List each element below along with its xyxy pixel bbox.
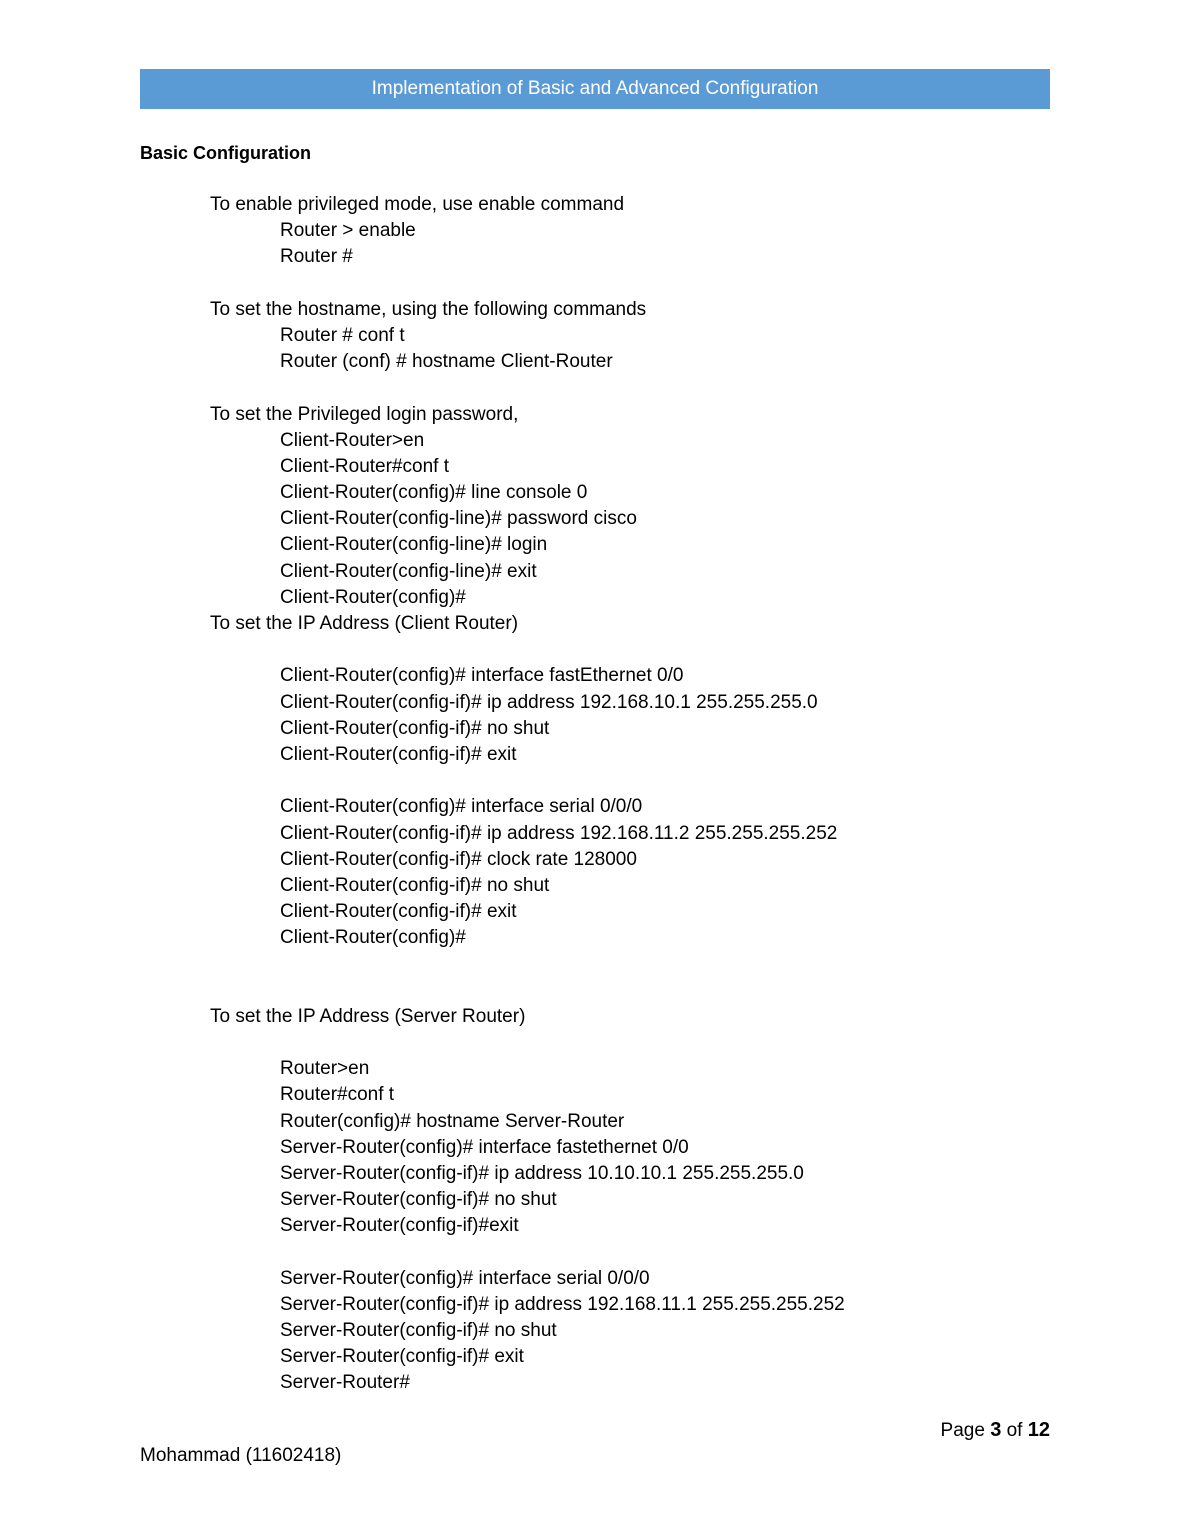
command-line: Server-Router(config-if)# ip address 192.168.11.1 255.255.255.252 — [280, 1293, 845, 1315]
blank-line — [0, 375, 1190, 401]
page-prefix: Page — [940, 1420, 985, 1441]
command-line: Router # — [280, 246, 353, 268]
blank-line — [0, 271, 1190, 297]
instruction-line: To set the IP Address (Server Router) — [210, 1005, 526, 1027]
command-line: Router(config)# hostname Server-Router — [280, 1110, 625, 1132]
page-number — [941, 1417, 1050, 1444]
command-line: Server-Router(config-if)# exit — [280, 1346, 524, 1368]
command-line: Router>en — [280, 1058, 370, 1080]
blank-line — [0, 637, 1190, 663]
section-heading: Basic Configuration — [140, 143, 312, 163]
command-line: Router > enable — [280, 220, 416, 242]
command-line: Server-Router# — [280, 1372, 410, 1394]
command-line: Router (conf) # hostname Client-Router — [280, 351, 613, 373]
command-line: Client-Router(config)# — [280, 927, 466, 949]
instruction-line: To set the Privileged login password, — [210, 403, 519, 425]
page-total: 12 — [1027, 1419, 1050, 1441]
command-line: Server-Router(config-if)# ip address 10.10.10.1 255.255.255.0 — [280, 1162, 804, 1184]
command-line: Client-Router(config-if)# clock rate 128000 — [280, 848, 637, 870]
page-separator: of — [1006, 1420, 1023, 1441]
command-line: Client-Router(config-line)# login — [280, 534, 548, 556]
command-line: Client-Router>en — [280, 429, 425, 451]
blank-line — [0, 951, 1190, 977]
command-line: Server-Router(config-if)# no shut — [280, 1189, 557, 1211]
command-line: Client-Router(config-if)# ip address 192.168.10.1 255.255.255.0 — [280, 691, 818, 713]
instruction-line: To enable privileged mode, use enable command — [210, 194, 625, 215]
blank-line — [0, 768, 1190, 794]
command-line: Server-Router(config)# interface serial 0/0/0 — [280, 1267, 650, 1289]
command-line: Client-Router(config)# — [280, 586, 466, 608]
page-header-title: Implementation of Basic and Advanced Configuration — [140, 69, 1050, 109]
instruction-line: To set the hostname, using the following commands — [210, 298, 647, 320]
command-line: Server-Router(config)# interface fastethernet 0/0 — [280, 1136, 689, 1158]
page-current: 3 — [990, 1419, 1002, 1441]
blank-line — [0, 1030, 1190, 1056]
command-line: Client-Router(config-if)# no shut — [280, 717, 550, 739]
command-line: Client-Router(config-if)# no shut — [280, 874, 550, 896]
command-line: Client-Router(config-if)# exit — [280, 901, 517, 923]
instruction-line: To set the IP Address (Client Router) — [210, 613, 519, 634]
command-line: Client-Router(config-line)# exit — [280, 560, 537, 582]
command-line: Router # conf t — [280, 324, 405, 346]
command-line: Client-Router(config-line)# password cisco — [280, 508, 637, 530]
command-line: Router#conf t — [280, 1084, 395, 1106]
command-line: Client-Router(config)# line console 0 — [280, 482, 588, 504]
configuration-body — [0, 192, 1190, 1397]
command-line: Server-Router(config-if)# no shut — [280, 1320, 557, 1342]
footer-author: Mohammad (11602418) — [140, 1445, 342, 1466]
command-line: Client-Router(config)# interface fastEthernet 0/0 — [280, 665, 684, 687]
command-line: Client-Router(config)# interface serial 0/0/0 — [280, 796, 643, 818]
command-line: Client-Router#conf t — [280, 455, 449, 477]
blank-line — [0, 978, 1190, 1004]
command-line: Server-Router(config-if)#exit — [280, 1215, 519, 1237]
command-line: Client-Router(config-if)# exit — [280, 743, 517, 765]
blank-line — [0, 1240, 1190, 1266]
command-line: Client-Router(config-if)# ip address 192.168.11.2 255.255.255.252 — [280, 822, 838, 844]
